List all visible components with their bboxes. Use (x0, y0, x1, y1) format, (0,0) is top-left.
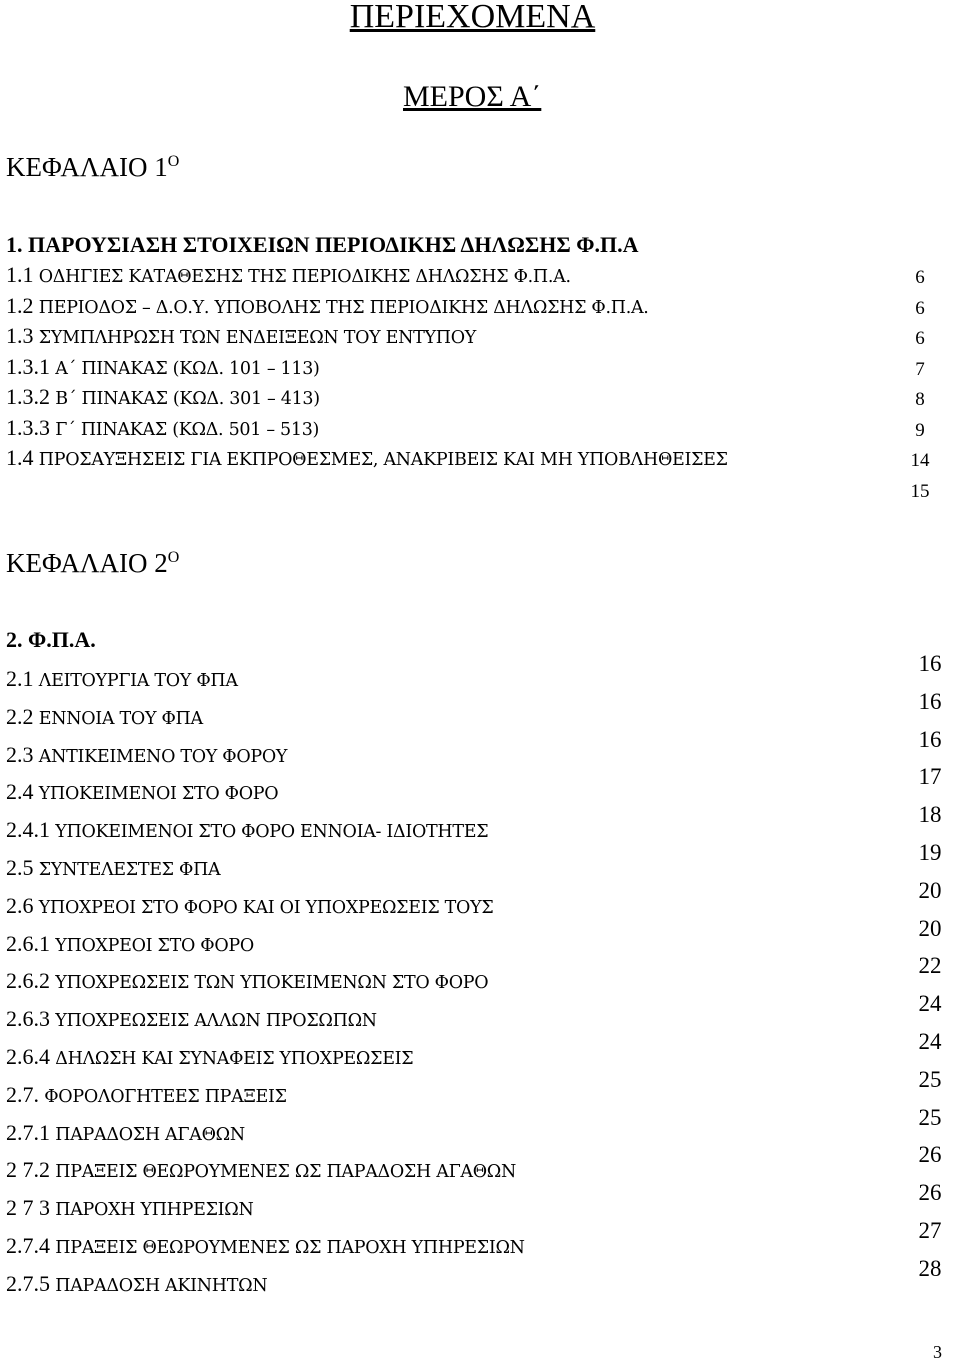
toc-page-number: 14 (910, 450, 930, 471)
toc-entry[interactable] (6, 704, 203, 730)
toc-page-number: 16 (918, 688, 942, 714)
toc-entry-number: 2 7 3 (6, 1195, 50, 1221)
toc-entry[interactable] (6, 445, 728, 471)
toc-entry[interactable] (6, 855, 220, 881)
toc-entry-title: ΠΑΡΟΧΗ ΥΠΗΡΕΣΙΩΝ (50, 1200, 254, 1221)
toc-entry-number: 2.6.3 (6, 1006, 50, 1032)
toc-page-number: 24 (918, 1029, 942, 1054)
chapter-2-sup: Ο (167, 549, 180, 566)
part-heading: ΜΕΡΟΣ Α΄ (403, 80, 542, 113)
toc-entry-number: 2 7.2 (6, 1157, 50, 1183)
toc-entry-title: ΕΝΝΟΙΑ ΤΟΥ ΦΠΑ (33, 708, 203, 729)
toc-entry[interactable] (6, 293, 649, 319)
toc-entry-number: 2.6.2 (6, 968, 50, 994)
footer-page-number: 3 (933, 1342, 942, 1362)
toc-page-number: 26 (918, 1142, 942, 1168)
toc-entry-title: ΥΠΟΧΡΕΩΣΕΙΣ ΤΩΝ ΥΠΟΚΕΙΜΕΝΩΝ ΣΤΟ ΦΟΡΟ (50, 973, 489, 994)
toc-page-number: 28 (918, 1255, 942, 1281)
toc-page-number: 16 (918, 726, 942, 752)
toc-entry[interactable] (6, 323, 476, 349)
toc-entry-number: 2.4.1 (6, 817, 50, 843)
toc-entry-title: ΔΗΛΩΣΗ ΚΑΙ ΣΥΝΑΦΕΙΣ ΥΠΟΧΡΕΩΣΕΙΣ (50, 1049, 414, 1069)
toc-entry[interactable] (6, 1271, 267, 1297)
toc-entry-title: ΑΝΤΙΚΕΙΜΕΝΟ ΤΟΥ ΦΟΡΟΥ (33, 746, 288, 767)
toc-page-number: 22 (918, 953, 942, 979)
chapter-1-section-title: 1. ΠΑΡΟΥΣΙΑΣΗ ΣΤΟΙΧΕΙΩΝ ΠΕΡΙΟΔΙΚΗΣ ΔΗΛΩΣΗΣ Φ.Π.Α (6, 232, 639, 257)
toc-entry-number: 1.3.1 (6, 353, 50, 379)
toc-entry-number: 2.7.5 (6, 1270, 50, 1296)
toc-entry-number: 1.4 (6, 445, 34, 470)
toc-entry-number: 1.3 (6, 323, 34, 348)
toc-entry-number: 2.6.4 (6, 1044, 50, 1069)
toc-entry-title: ΠΡΑΞΕΙΣ ΘΕΩΡΟΥΜΕΝΕΣ ΩΣ ΠΑΡΟΧΗ ΥΠΗΡΕΣΙΩΝ (50, 1238, 525, 1258)
chapter-2-label: ΚΕΦΑΛΑΙΟ 2 (6, 548, 168, 578)
toc-entry[interactable] (6, 968, 488, 994)
toc-page-number: 6 (915, 297, 925, 319)
toc-entry[interactable] (6, 1233, 525, 1259)
toc-entry-title: ΠΕΡΙΟΔΟΣ – Δ.Ο.Υ. ΥΠΟΒΟΛΗΣ ΤΗΣ ΠΕΡΙΟΔΙΚΗΣ ΔΗΛΩΣΗΣ Φ.Π.Α. (33, 297, 649, 318)
toc-entry-title: ΣΥΝΤΕΛΕΣΤΕΣ ΦΠΑ (33, 860, 221, 880)
toc-entry-number: 2.5 (6, 855, 34, 880)
toc-entry-number: 2.2 (6, 703, 34, 729)
toc-entry-number: 1.3.2 (6, 384, 50, 409)
toc-page-number: 9 (915, 419, 925, 441)
toc-entry-title: ΣΥΜΠΛΗΡΩΣΗ ΤΩΝ ΕΝΔΕΙΞΕΩΝ ΤΟΥ ΕΝΤΥΠΟΥ (33, 328, 476, 348)
toc-entry[interactable] (6, 354, 320, 380)
toc-entry-number: 1.3.3 (6, 414, 50, 440)
toc-page-number: 6 (915, 267, 925, 288)
toc-entry[interactable] (6, 415, 319, 441)
toc-page-number: 24 (918, 991, 942, 1017)
toc-entry-number: 2.7.4 (6, 1233, 50, 1258)
chapter-2-section-title: 2. Φ.Π.Α. (6, 627, 96, 652)
toc-entry-number: 2.4 (6, 779, 34, 805)
toc-page-number: 25 (918, 1066, 942, 1092)
toc-entry-number: 2.6 (6, 892, 34, 918)
toc-entry-title: ΥΠΟΚΕΙΜΕΝΟΙ ΣΤΟ ΦΟΡΟ ΕΝΝΟΙΑ- ΙΔΙΟΤΗΤΕΣ (50, 822, 489, 843)
toc-entry[interactable] (6, 384, 320, 410)
toc-entry-title: ΥΠΟΧΡΕΟΙ ΣΤΟ ΦΟΡΟ (50, 935, 254, 956)
toc-entry[interactable] (6, 1157, 516, 1183)
toc-entry[interactable] (6, 1006, 377, 1032)
toc-entry-number: 2.7. (6, 1081, 39, 1107)
toc-entry-title: Γ΄ ΠΙΝΑΚΑΣ (ΚΩΔ. 501 – 513) (50, 419, 320, 440)
toc-page-number: 7 (915, 358, 925, 380)
toc-entry-number: 1.1 (6, 262, 34, 287)
toc-page-number: 18 (918, 802, 942, 828)
toc-entry-number: 2.7.1 (6, 1119, 50, 1145)
toc-entry-number: 2.1 (6, 666, 34, 691)
toc-page-number: 26 (918, 1180, 942, 1206)
toc-entry-title: ΠΑΡΑΔΟΣΗ ΑΓΑΘΩΝ (50, 1124, 245, 1145)
toc-entry-number: 2.3 (6, 741, 34, 767)
chapter-2-heading (6, 548, 179, 579)
toc-page-number: 17 (918, 764, 942, 790)
toc-page-number: 25 (918, 1104, 942, 1130)
toc-entry-number: 2.6.1 (6, 930, 50, 956)
toc-page-number: 8 (915, 389, 925, 410)
toc-entry[interactable] (6, 931, 254, 957)
toc-entry[interactable] (6, 1120, 245, 1146)
toc-entry-title: ΥΠΟΧΡΕΩΣΕΙΣ ΑΛΛΩΝ ΠΡΟΣΩΠΩΝ (50, 1011, 377, 1032)
toc-entry[interactable] (6, 742, 287, 768)
toc-page-number: 20 (918, 877, 942, 903)
toc-entry-title: ΠΡΟΣΑΥΞΗΣΕΙΣ ΓΙΑ ΕΚΠΡΟΘΕΣΜΕΣ, ΑΝΑΚΡΙΒΕΙΣ ΚΑΙ ΜΗ ΥΠΟΒΛΗΘΕΙΣΕΣ (33, 450, 728, 470)
toc-entry-number: 1.2 (6, 292, 34, 318)
toc-page-number: 15 (910, 480, 930, 502)
toc-page-number: 20 (918, 915, 942, 941)
toc-entry[interactable] (6, 1082, 287, 1108)
toc-entry[interactable] (6, 779, 278, 805)
toc-page-number: 6 (915, 328, 925, 349)
toc-entry[interactable] (6, 817, 488, 843)
page-title: ΠΕΡΙΕΧΟΜΕΝΑ (349, 0, 596, 35)
toc-page-number: 27 (918, 1218, 942, 1243)
toc-entry-title: ΥΠΟΚΕΙΜΕΝΟΙ ΣΤΟ ΦΟΡΟ (33, 784, 279, 805)
toc-entry[interactable] (6, 893, 493, 919)
chapter-1-heading (6, 152, 179, 183)
toc-entry[interactable] (6, 1044, 413, 1070)
toc-entry-title: ΠΡΑΞΕΙΣ ΘΕΩΡΟΥΜΕΝΕΣ ΩΣ ΠΑΡΑΔΟΣΗ ΑΓΑΘΩΝ (50, 1162, 517, 1183)
toc-entry-title: ΦΟΡΟΛΟΓΗΤΕΕΣ ΠΡΑΞΕΙΣ (39, 1086, 287, 1107)
toc-entry-title: ΥΠΟΧΡΕΟΙ ΣΤΟ ΦΟΡΟ ΚΑΙ ΟΙ ΥΠΟΧΡΕΩΣΕΙΣ ΤΟΥΣ (33, 897, 494, 918)
toc-entry-title: ΠΑΡΑΔΟΣΗ ΑΚΙΝΗΤΩΝ (50, 1275, 268, 1296)
toc-entry[interactable] (6, 262, 571, 288)
toc-entry-title: ΟΔΗΓΙΕΣ ΚΑΤΑΘΕΣΗΣ ΤΗΣ ΠΕΡΙΟΔΙΚΗΣ ΔΗΛΩΣΗΣ Φ.Π.Α. (33, 267, 571, 287)
toc-entry[interactable] (6, 1195, 254, 1221)
toc-entry-title: ΛΕΙΤΟΥΡΓΙΑ ΤΟΥ ΦΠΑ (33, 671, 238, 691)
chapter-1-sup: Ο (167, 153, 180, 170)
toc-page-number: 19 (918, 840, 942, 865)
toc-entry[interactable] (6, 666, 238, 692)
toc-entry-title: Α΄ ΠΙΝΑΚΑΣ (ΚΩΔ. 101 – 113) (50, 358, 320, 379)
chapter-1-label: ΚΕΦΑΛΑΙΟ 1 (6, 152, 168, 182)
toc-page-number: 16 (918, 651, 942, 676)
toc-entry-title: Β΄ ΠΙΝΑΚΑΣ (ΚΩΔ. 301 – 413) (50, 389, 320, 409)
